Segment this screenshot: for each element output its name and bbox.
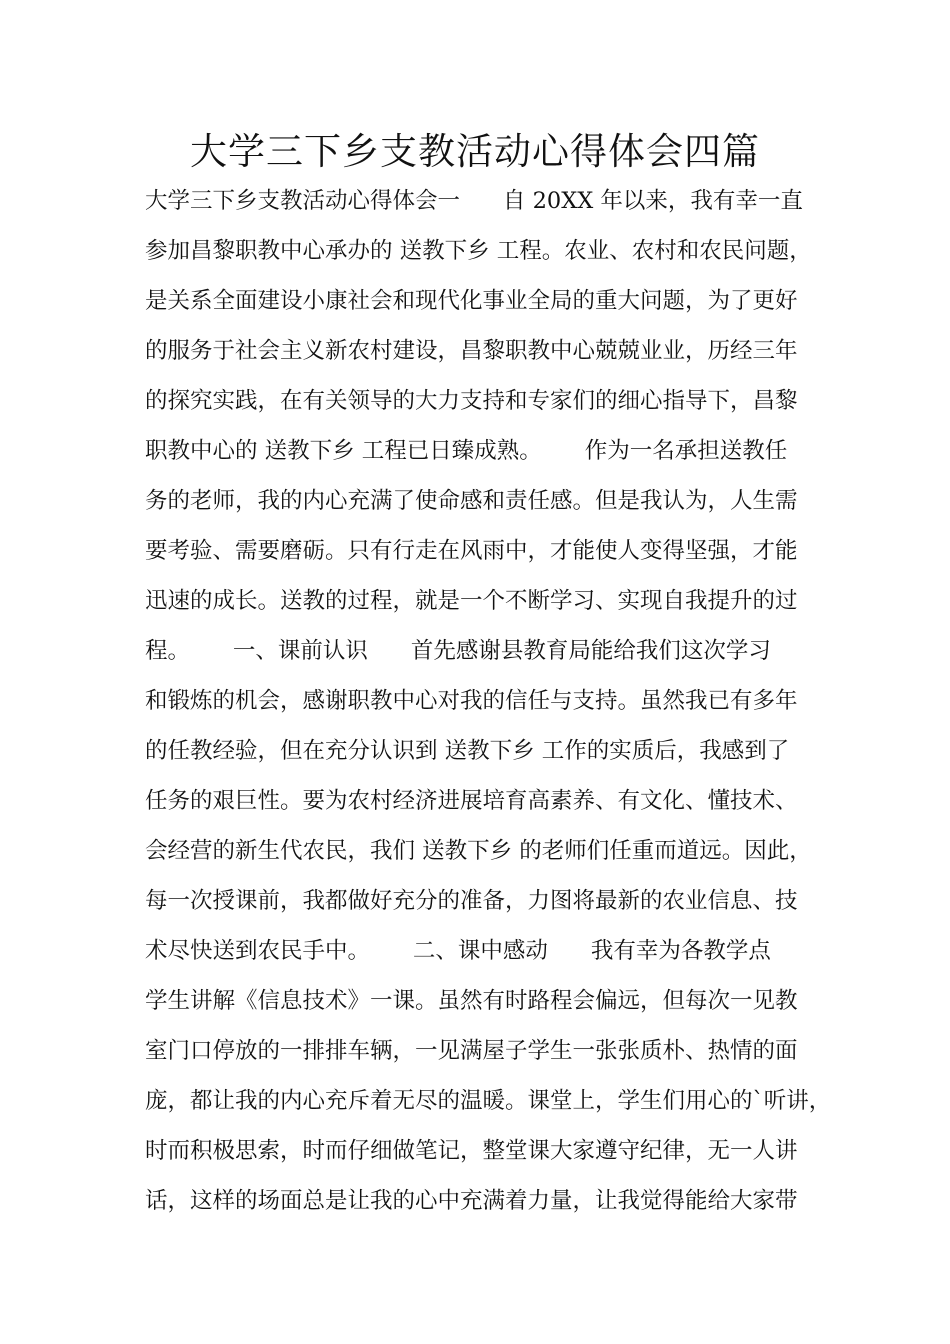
body-line: 室门口停放的一排排车辆，一见满屋子学生一张张质朴、热情的面 [145,1038,798,1064]
body-line: 庞，都让我的内心充斥着无尽的温暖。课堂上，学生们用心的`听讲， [145,1088,832,1114]
body-line: 职教中心的 送教下乡 工程已日臻成熟。 作为一名承担送教任 [145,438,788,464]
body-line: 是关系全面建设小康社会和现代化事业全局的重大问题，为了更好 [145,288,798,314]
body-line: 要考验、需要磨砺。只有行走在风雨中，才能使人变得坚强，才能 [145,538,798,564]
body-line: 的探究实践，在有关领导的大力支持和专家们的细心指导下，昌黎 [145,388,798,414]
body-line: 话，这样的场面总是让我的心中充满着力量，让我觉得能给大家带 [145,1188,798,1214]
body-line: 迅速的成长。送教的过程，就是一个不断学习、实现自我提升的过 [145,588,798,614]
body-line: 每一次授课前，我都做好充分的准备，力图将最新的农业信息、技 [145,888,798,914]
body-line: 时而积极思索，时而仔细做笔记，整堂课大家遵守纪律，无一人讲 [145,1138,798,1164]
body-line: 任务的艰巨性。要为农村经济进展培育高素养、有文化、懂技术、 [145,788,798,814]
document-body [145,180,832,1230]
body-line: 术尽快送到农民手中。 二、课中感动 我有幸为各教学点 [145,938,771,964]
body-line: 务的老师，我的内心充满了使命感和责任感。但是我认为，人生需 [145,488,798,514]
body-line: 和锻炼的机会，感谢职教中心对我的信任与支持。虽然我已有多年 [145,688,798,714]
body-line: 大学三下乡支教活动心得体会一 自 20XX 年以来，我有幸一直 [145,188,803,214]
body-line: 的任教经验，但在充分认识到 送教下乡 工作的实质后，我感到了 [145,738,790,764]
body-line: 程。 一、课前认识 首先感谢县教育局能给我们这次学习 [145,638,771,664]
body-line: 学生讲解《信息技术》一课。虽然有时路程会偏远，但每次一见教 [145,988,798,1014]
document-title: 大学三下乡支教活动心得体会四篇 [190,130,760,173]
body-line: 的服务于社会主义新农村建设，昌黎职教中心兢兢业业，历经三年 [145,338,798,364]
body-line: 参加昌黎职教中心承办的 送教下乡 工程。农业、农村和农民问题， [145,238,812,264]
body-line: 会经营的新生代农民，我们 送教下乡 的老师们任重而道远。因此， [145,838,812,864]
